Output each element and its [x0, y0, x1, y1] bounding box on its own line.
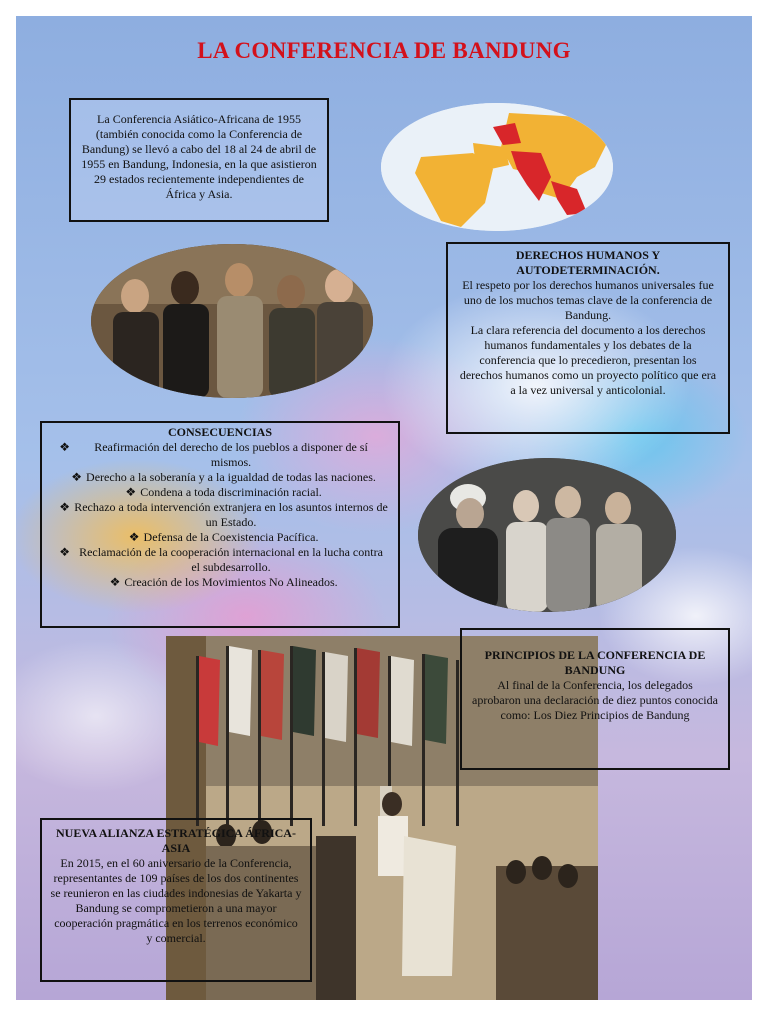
list-item: [52, 545, 388, 575]
list-item: [52, 485, 388, 500]
list-item: [52, 440, 388, 470]
list-item: [52, 530, 388, 545]
leaders-photo: [91, 244, 373, 398]
list-item-text: Derecho a la soberanía y a la igualdad de todas las naciones.: [86, 470, 376, 484]
alliance-heading: NUEVA ALIANZA ESTRATÉGICA ÁFRICA-ASIA: [56, 826, 296, 855]
diamond-bullet-icon: ❖: [59, 500, 70, 514]
list-item-text: Rechazo a toda intervención extranjera en los asuntos internos de un Estado.: [74, 500, 388, 529]
consequences-list: [52, 440, 388, 590]
diamond-bullet-icon: ❖: [109, 575, 121, 589]
list-item-text: Condena a toda discriminación racial.: [140, 485, 322, 499]
principles-box: [460, 628, 730, 770]
human-rights-paragraph-2: La clara referencia del documento a los derechos humanos fundamentales y los debates de la conferencia que lo precedieron, presentan los derechos humanos como un proyecto político que era a la vez universal y anticolonial.: [459, 323, 717, 397]
diamond-bullet-icon: ❖: [125, 485, 137, 499]
list-item-text: Defensa de la Coexistencia Pacífica.: [143, 530, 319, 544]
list-item: [52, 470, 388, 485]
list-item: [52, 575, 388, 590]
human-rights-heading: DERECHOS HUMANOS Y AUTODETERMINACIÓN.: [515, 248, 661, 277]
diamond-bullet-icon: ❖: [71, 470, 83, 484]
intro-text: La Conferencia Asiático-Africana de 1955 (también conocida como la Conferencia de Bandung) se llevó a cabo del 18 al 24 de abril de 1955 en Bandung, Indonesia, en la que asistieron 29 estados recientemente independientes de África y Asia.: [81, 112, 317, 201]
list-item-text: Creación de los Movimientos No Alineados.: [124, 575, 338, 589]
alliance-box: [40, 818, 312, 982]
list-item-text: Reclamación de la cooperación internacional en la lucha contra el subdesarrollo.: [79, 545, 383, 574]
consequences-heading: CONSECUENCIAS: [167, 425, 273, 439]
alliance-text: En 2015, en el 60 aniversario de la Conferencia, representantes de 109 países de los dos continentes se reunieron en las ciudades indonesias de Yakarta y Bandung se comprometieron a una mayor cooperación pragmática en los terrenos económico y comercial.: [50, 856, 302, 945]
human-rights-paragraph-1: El respeto por los derechos humanos universales fue uno de los muchos temas clave de la conferencia de Bandung.: [462, 278, 714, 322]
diamond-bullet-icon: ❖: [59, 440, 70, 454]
poster: [16, 16, 752, 1000]
map-image: [381, 103, 613, 231]
diamond-bullet-icon: ❖: [128, 530, 140, 544]
list-item: [52, 500, 388, 530]
page-title: LA CONFERENCIA DE BANDUNG: [197, 38, 571, 63]
diamond-bullet-icon: ❖: [59, 545, 70, 559]
principles-text: Al final de la Conferencia, los delegados aprobaron una declaración de diez puntos conocida como: Los Diez Principios de Bandung: [472, 678, 718, 722]
consequences-box: [40, 421, 400, 628]
intro-box: [69, 98, 329, 222]
human-rights-box: [446, 242, 730, 434]
list-item-text: Reafirmación del derecho de los pueblos a disponer de sí mismos.: [94, 440, 368, 469]
principles-heading: PRINCIPIOS DE LA CONFERENCIA DE BANDUNG: [484, 648, 706, 677]
delegates-photo: [418, 458, 676, 612]
